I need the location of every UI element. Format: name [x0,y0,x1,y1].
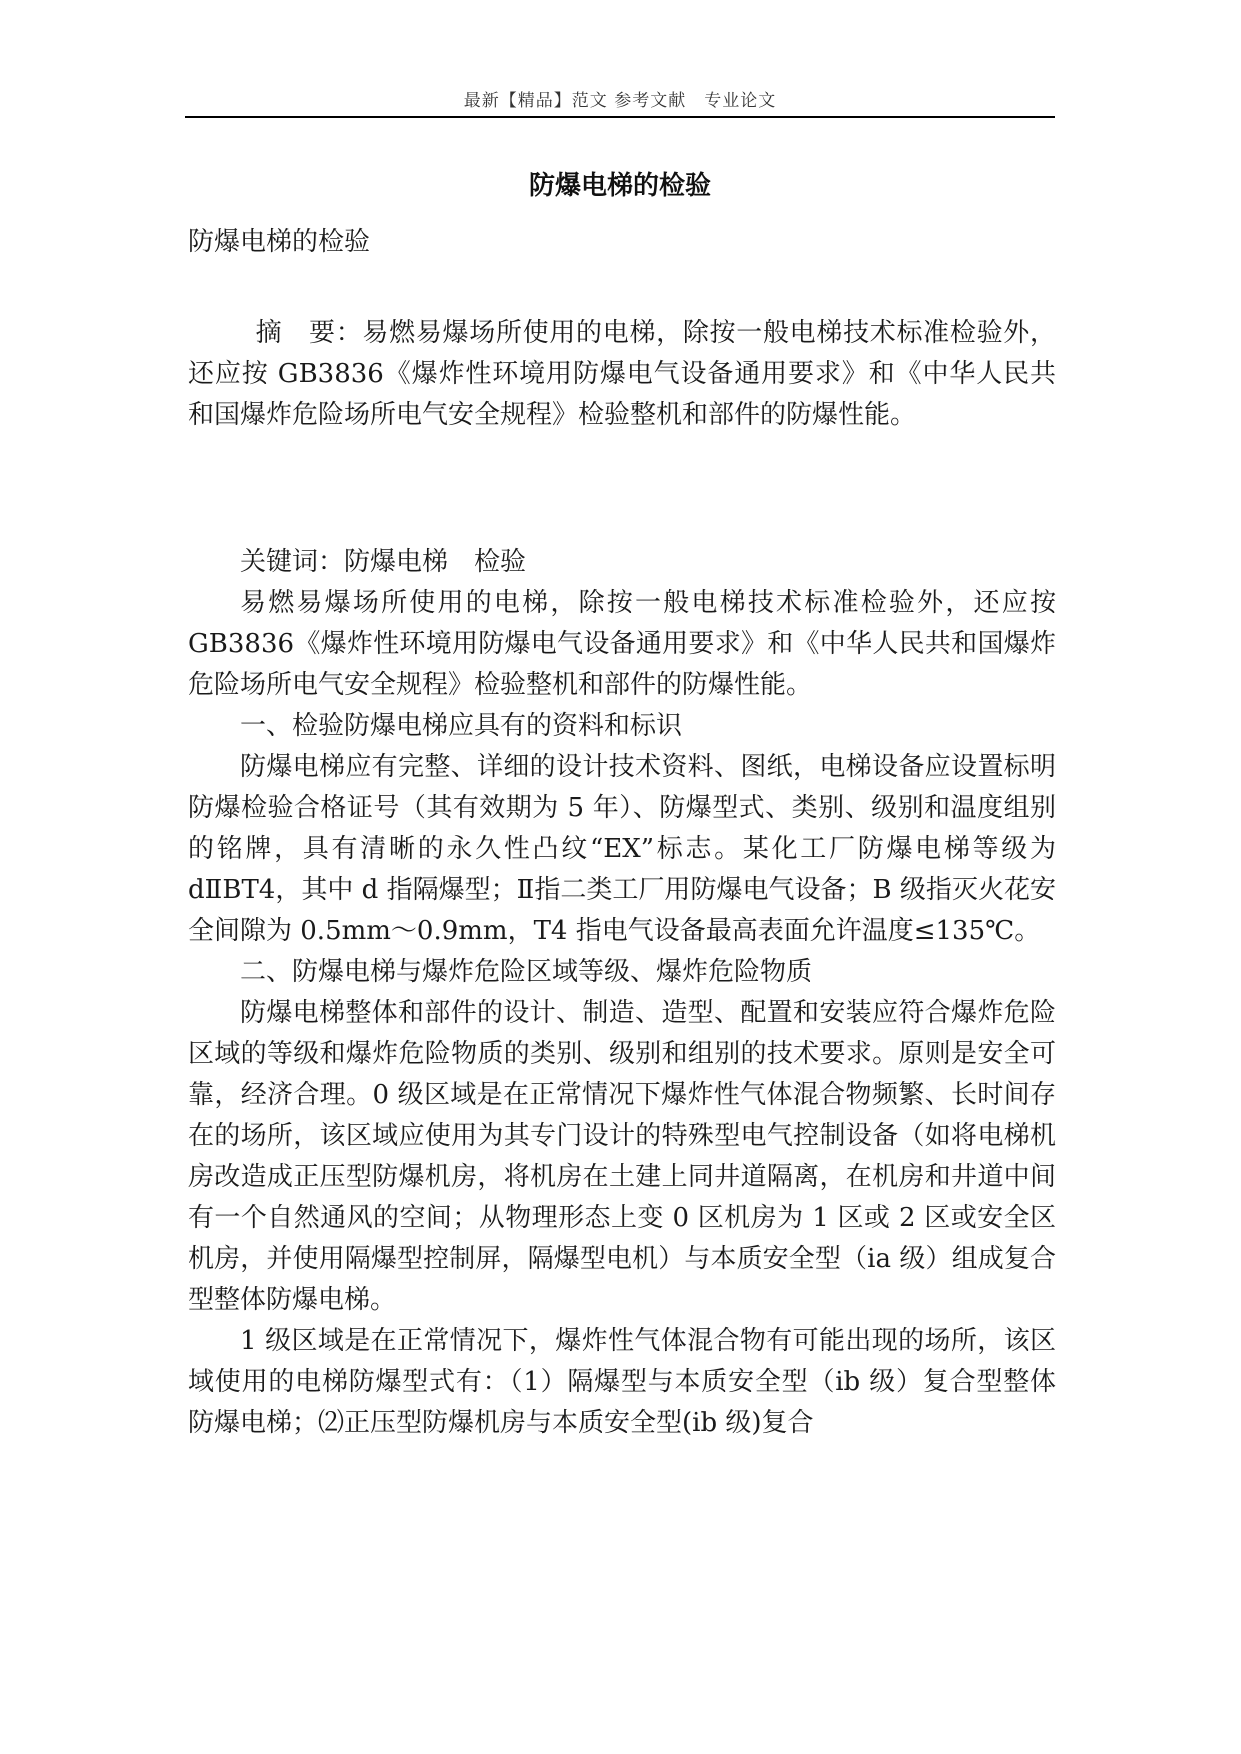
body-paragraph: 1 级区域是在正常情况下，爆炸性气体混合物有可能出现的场所，该区域使用的电梯防爆型式有：（1）隔爆型与本质安全型（ib 级）复合型整体防爆电梯；⑵正压型防爆机房与本质安全型(ib 级)复合 [188,1326,1056,1438]
header-divider [185,116,1055,118]
document-subtitle-block [188,222,1056,263]
document-subtitle: 防爆电梯的检验 [188,227,371,257]
body-content [188,583,1056,1444]
body-paragraph: 防爆电梯整体和部件的设计、制造、造型、配置和安装应符合爆炸危险区域的等级和爆炸危险物质的类别、级别和组别的技术要求。原则是安全可靠，经济合理。0 级区域是在正常情况下爆炸性气体混合物频繁、长时间存在的场所，该区域应使用为其专门设计的特殊型电气控制设备（如将电梯机房改造成正压型防爆机房，将机房在土建上同井道隔离，在机房和井道中间有一个自然通风的空间；从物理形态上变 0 区机房为 1 区或 2 区或安全区机房，并使用隔爆型控制屏，隔爆型电机）与本质安全型（ia 级）组成复合型整体防爆电梯。 [188,998,1056,1315]
document-title: 防爆电梯的检验 [528,171,711,201]
keywords-line: 关键词：防爆电梯 检验 [240,547,527,577]
abstract-paragraph: 摘 要：易燃易爆场所使用的电梯，除按一般电梯技术标准检验外，还应按 GB3836《爆炸性环境用防爆电气设备通用要求》和《中华人民共和国爆炸危险场所电气安全规程》检验整机和部件的防爆性能。 [188,318,1056,430]
keywords-block [188,542,1056,583]
abstract-block [188,313,1056,436]
body-paragraph: 易燃易爆场所使用的电梯，除按一般电梯技术标准检验外，还应按 GB3836《爆炸性环境用防爆电气设备通用要求》和《中华人民共和国爆炸危险场所电气安全规程》检验整机和部件的防爆性能。 [188,588,1056,700]
page-header: 最新【精品】范文 参考文献 专业论文 [463,91,777,111]
section-heading-2: 二、防爆电梯与爆炸危险区域等级、爆炸危险物质 [240,957,813,987]
section-heading-1: 一、检验防爆电梯应具有的资料和标识 [240,711,683,741]
body-paragraph: 防爆电梯应有完整、详细的设计技术资料、图纸，电梯设备应设置标明防爆检验合格证号（其有效期为 5 年）、防爆型式、类别、级别和温度组别的铭牌，具有清晰的永久性凸纹“EX”标志。某化工厂防爆电梯等级为 dⅡBT4，其中 d 指隔爆型；Ⅱ指二类工厂用防爆电气设备；B 级指灭火花安全间隙为 0.5mm～0.9mm，T4 指电气设备最高表面允许温度≤135℃。 [188,752,1056,946]
